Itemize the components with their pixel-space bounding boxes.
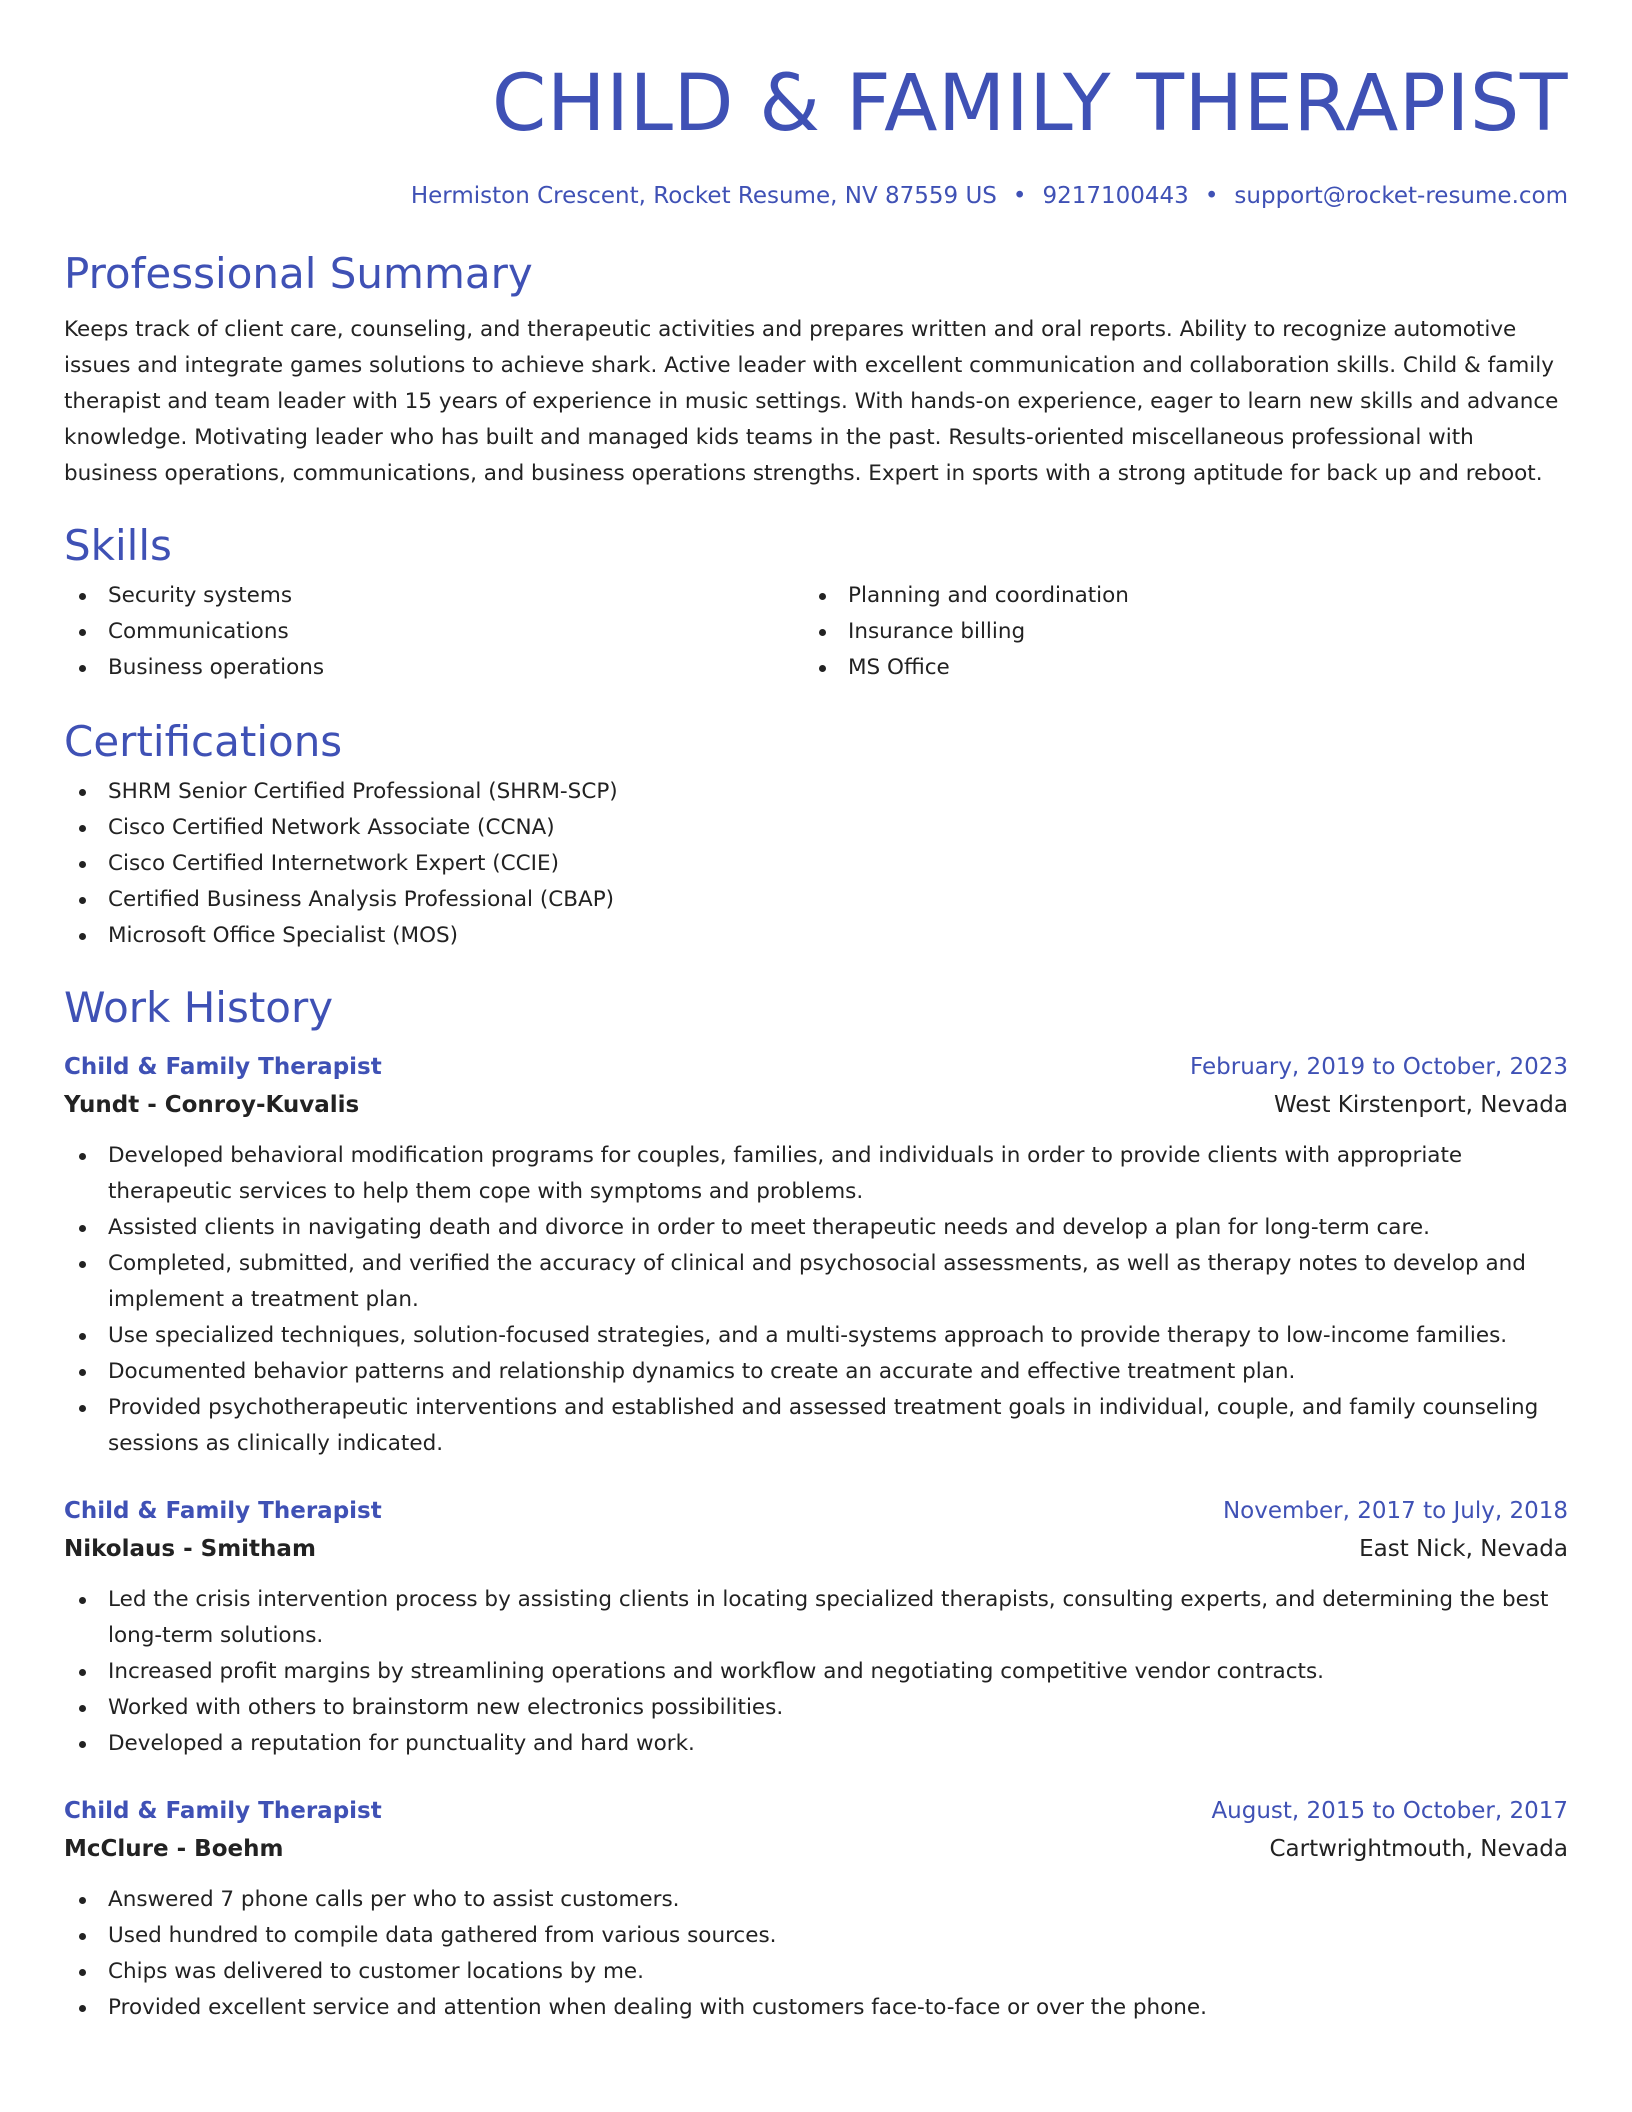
job-duty-item: Led the crisis intervention process by assisting clients in locating specialized therapists, consulting experts, and determining the best long-term solutions.: [64, 1582, 1568, 1654]
job-company-row: [64, 1530, 1568, 1568]
job-dates: November, 2017 to July, 2018: [1222, 1498, 1568, 1524]
certification-item: Certified Business Analysis Professional (CBAP): [64, 882, 1568, 918]
job-duty-item: Completed, submitted, and verified the accuracy of clinical and psychosocial assessments, as well as therapy notes to develop and implement a treatment plan.: [64, 1246, 1568, 1318]
job-duties-list: [64, 1882, 1568, 2026]
job-title-row: [64, 1492, 1568, 1530]
section-heading-skills: Skills: [64, 521, 172, 570]
job-title-row: [64, 1048, 1568, 1086]
job-location: Cartwrightmouth, Nevada: [1269, 1836, 1568, 1862]
resume-header: [64, 0, 1568, 212]
skills-list-right: [804, 578, 1544, 686]
job-title: Child & Family Therapist: [64, 1798, 382, 1824]
job-company-row: [64, 1086, 1568, 1124]
job-duty-item: Provided psychotherapeutic interventions and established and assessed treatment goals in individual, couple, and family counseling sessions as clinically indicated.: [64, 1390, 1568, 1462]
job-location: East Nick, Nevada: [1359, 1536, 1568, 1562]
job-duty-item: Use specialized techniques, solution-focused strategies, and a multi-systems approach to provide therapy to low-income families.: [64, 1318, 1568, 1354]
job-title-row: [64, 1792, 1568, 1830]
skills-section: [64, 520, 1568, 686]
skills-grid: [64, 578, 1568, 686]
skill-item: MS Office: [804, 650, 1544, 686]
skill-item: Planning and coordination: [804, 578, 1544, 614]
job-duty-item: Increased profit margins by streamlining operations and workflow and negotiating competitive vendor contracts.: [64, 1654, 1568, 1690]
skill-item: Communications: [64, 614, 804, 650]
job-entry: [64, 1048, 1568, 1462]
certification-item: Cisco Certified Internetwork Expert (CCIE): [64, 846, 1568, 882]
job-duty-item: Used hundred to compile data gathered from various sources.: [64, 1918, 1568, 1954]
job-duties-list: [64, 1582, 1568, 1762]
job-dates: August, 2015 to October, 2017: [1211, 1798, 1568, 1824]
job-location: West Kirstenport, Nevada: [1273, 1092, 1568, 1118]
contact-line: [64, 180, 1568, 212]
certification-item: Microsoft Office Specialist (MOS): [64, 918, 1568, 954]
job-duty-item: Documented behavior patterns and relationship dynamics to create an accurate and effective treatment plan.: [64, 1354, 1568, 1390]
work-history-section: [64, 982, 1568, 2026]
job-duty-item: Developed a reputation for punctuality and hard work.: [64, 1726, 1568, 1762]
section-heading-summary: Professional Summary: [64, 249, 533, 298]
section-heading-certifications: Certifications: [64, 717, 343, 766]
certifications-section: [64, 716, 1568, 954]
job-company: Yundt - Conroy-Kuvalis: [64, 1092, 360, 1118]
job-duty-item: Chips was delivered to customer locations by me.: [64, 1954, 1568, 1990]
certification-item: SHRM Senior Certified Professional (SHRM-SCP): [64, 774, 1568, 810]
job-entry: [64, 1792, 1568, 2026]
skills-column-right: [804, 578, 1544, 686]
skill-item: Insurance billing: [804, 614, 1544, 650]
contact-separator: •: [1012, 183, 1027, 209]
skills-list-left: [64, 578, 804, 686]
job-dates: February, 2019 to October, 2023: [1190, 1054, 1568, 1080]
job-duties-list: [64, 1138, 1568, 1462]
page-title: CHILD & FAMILY THERAPIST: [491, 59, 1568, 149]
job-duty-item: Worked with others to brainstorm new electronics possibilities.: [64, 1690, 1568, 1726]
job-entry: [64, 1492, 1568, 1762]
certification-item: Cisco Certified Network Associate (CCNA): [64, 810, 1568, 846]
contact-separator: •: [1204, 183, 1219, 209]
job-duty-item: Answered 7 phone calls per who to assist customers.: [64, 1882, 1568, 1918]
professional-summary-section: [64, 248, 1568, 492]
summary-text: Keeps track of client care, counseling, and therapeutic activities and prepares written and oral reports. Ability to recognize automotive issues and integrate games solutions to achieve shark. Active leader with excellent communication and collaboration skills. Child & family therapist and team leader with 15 years of experience in music settings. With hands-on experience, eager to learn new skills and advance knowledge. Motivating leader who has built and managed kids teams in the past. Results-oriented miscellaneous professional with business operations, communications, and business operations strengths. Expert in sports with a strong aptitude for back up and reboot.: [64, 317, 1559, 486]
job-title: Child & Family Therapist: [64, 1498, 382, 1524]
section-heading-work-history: Work History: [64, 983, 334, 1032]
job-duty-item: Assisted clients in navigating death and divorce in order to meet therapeutic needs and develop a plan for long-term care.: [64, 1210, 1568, 1246]
certifications-list: [64, 774, 1568, 954]
skill-item: Security systems: [64, 578, 804, 614]
skills-column-left: [64, 578, 804, 686]
job-company-row: [64, 1830, 1568, 1868]
job-duty-item: Provided excellent service and attention when dealing with customers face-to-face or over the phone.: [64, 1990, 1568, 2026]
job-duty-item: Developed behavioral modification programs for couples, families, and individuals in order to provide clients with appropriate therapeutic services to help them cope with symptoms and problems.: [64, 1138, 1568, 1210]
skill-item: Business operations: [64, 650, 804, 686]
contact-email[interactable]: support@rocket-resume.com: [1234, 183, 1568, 209]
job-title: Child & Family Therapist: [64, 1054, 382, 1080]
job-company: Nikolaus - Smitham: [64, 1536, 316, 1562]
contact-address: Hermiston Crescent, Rocket Resume, NV 87559 US: [410, 183, 997, 209]
contact-phone: 9217100443: [1042, 183, 1189, 209]
job-company: McClure - Boehm: [64, 1836, 284, 1862]
